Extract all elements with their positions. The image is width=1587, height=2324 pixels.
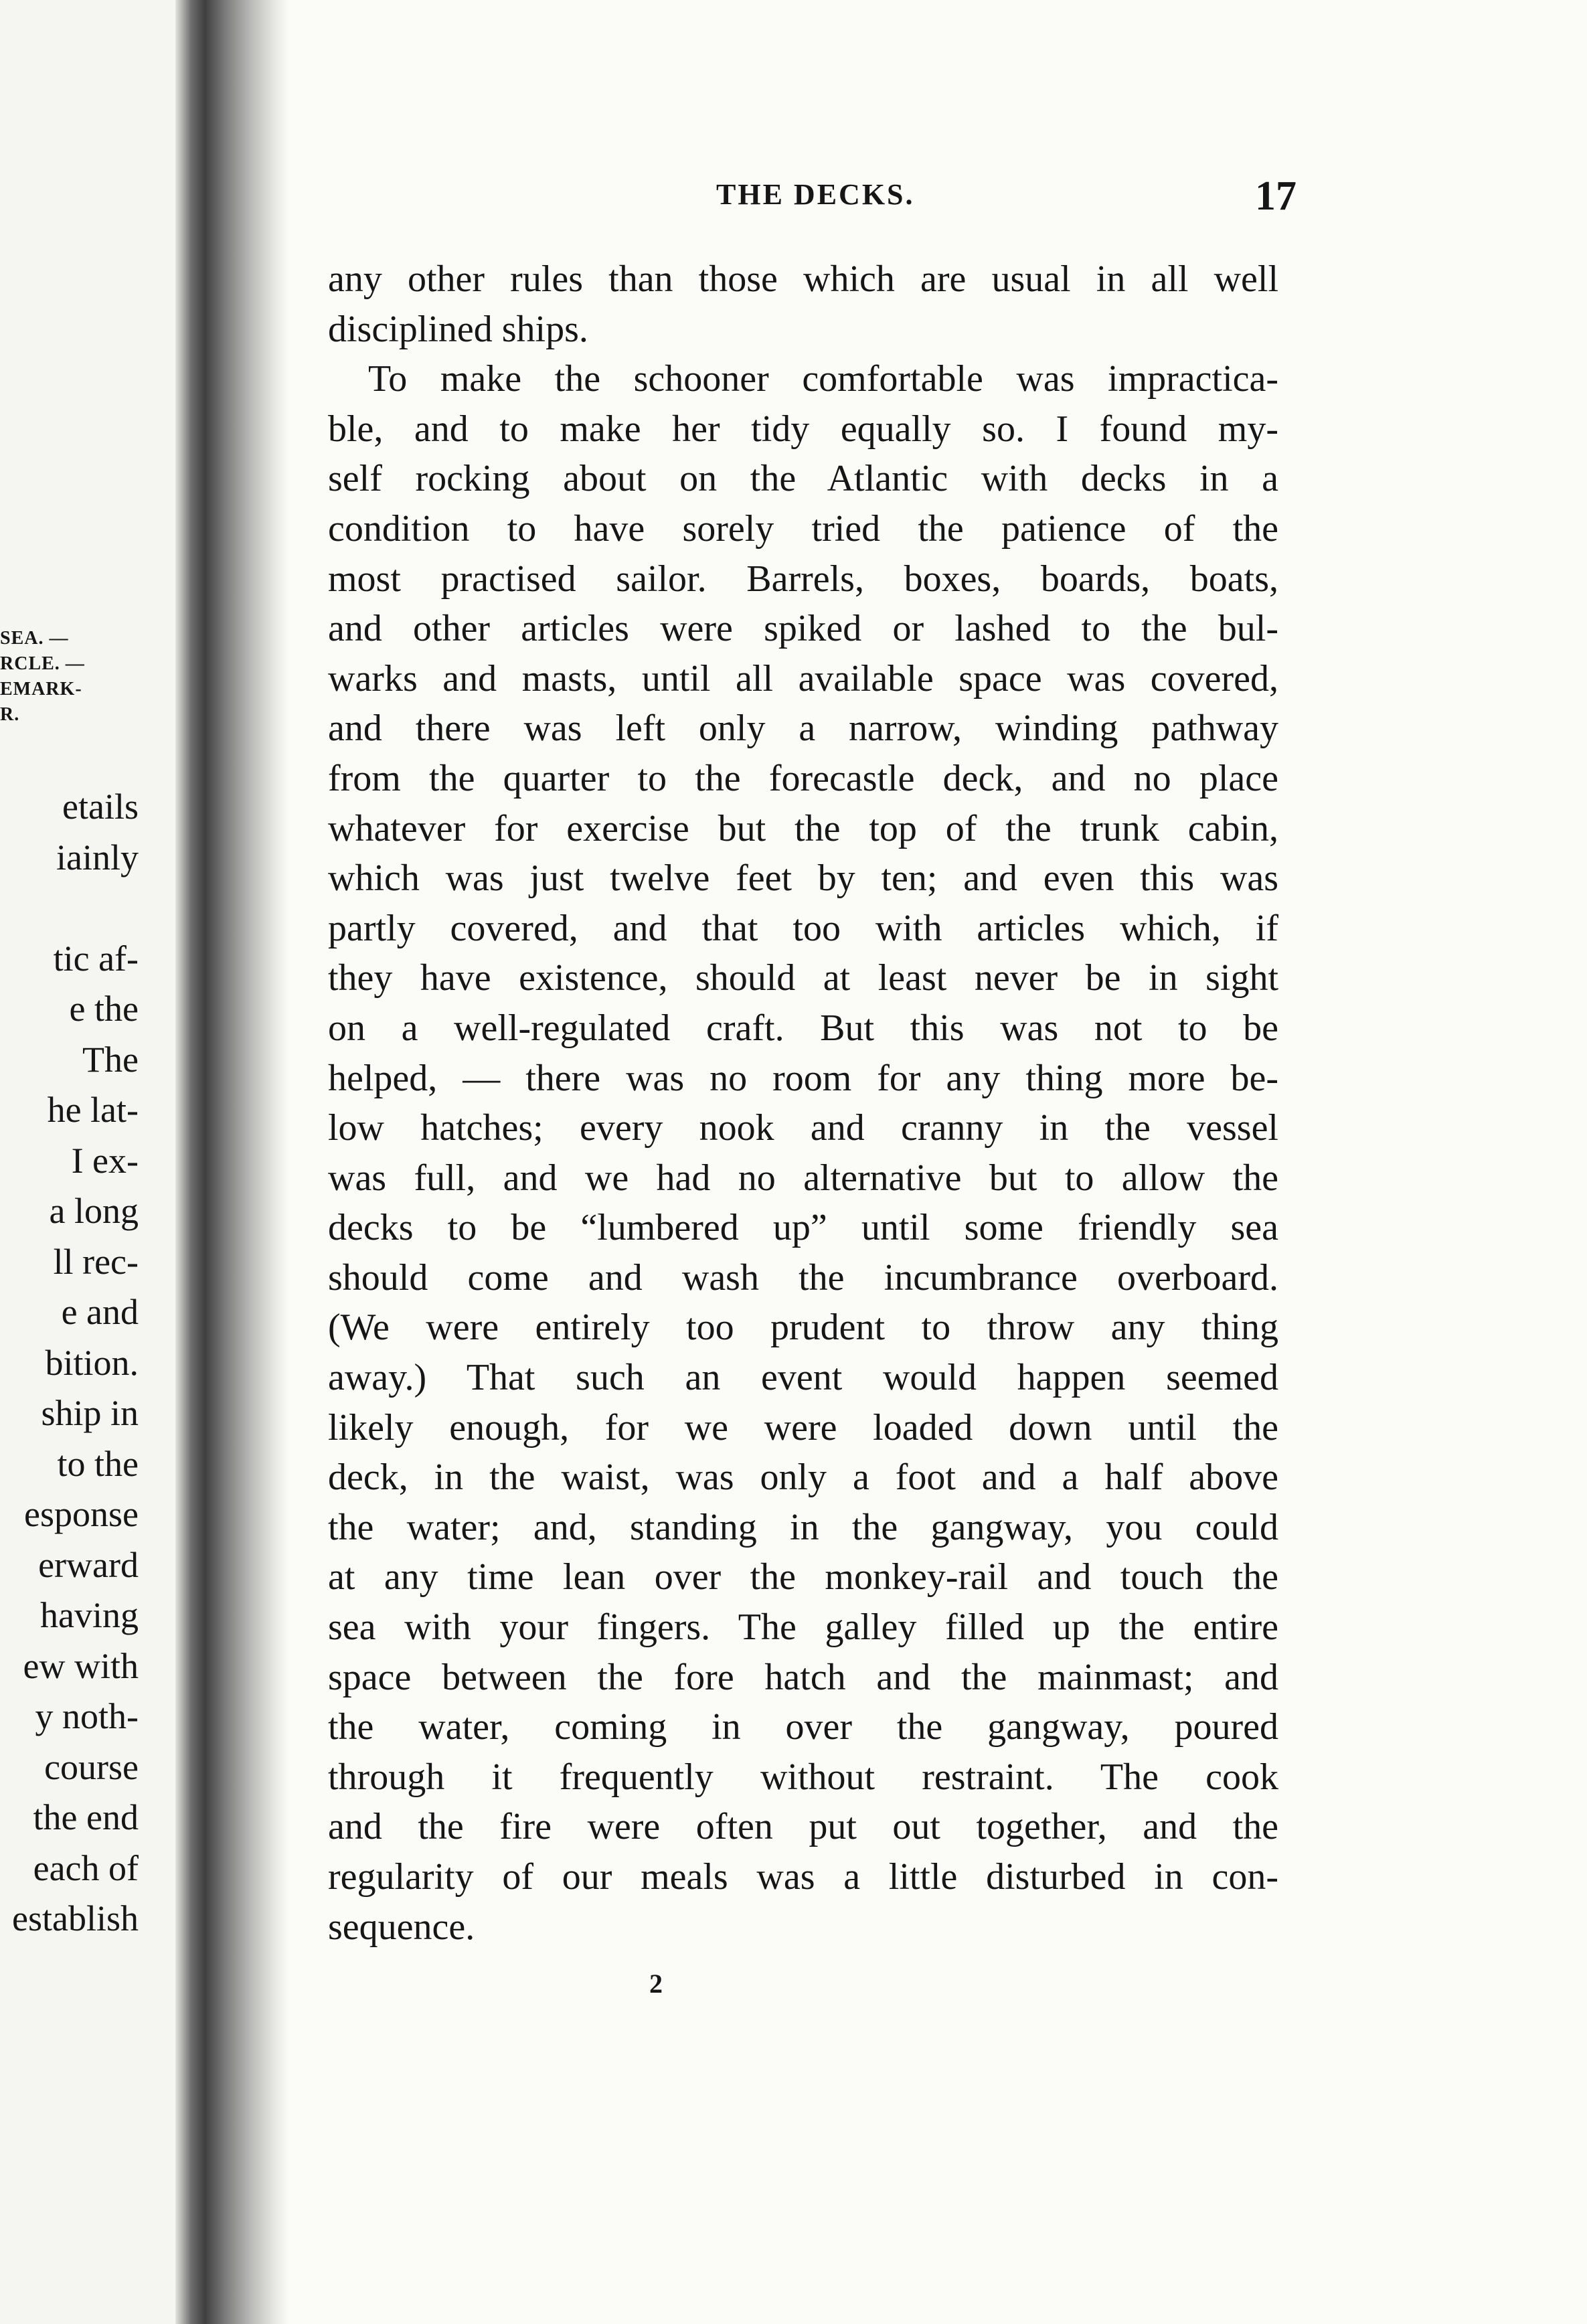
left-line: The [82, 1039, 139, 1080]
text-line: and other articles were spiked or lashed to the bul- [328, 608, 1278, 650]
text-line: space between the fore hatch and the mainmast; and [328, 1656, 1278, 1698]
left-page-text [0, 782, 175, 1944]
left-line: a long [49, 1191, 139, 1231]
left-line: etails [62, 786, 139, 827]
left-line: erward [38, 1544, 139, 1585]
left-line: ew with [23, 1645, 139, 1686]
text-line: disciplined ships. [328, 308, 588, 350]
text-line: on a well-regulated craft. But this was not to be [328, 1007, 1278, 1049]
text-line: sequence. [328, 1906, 475, 1948]
text-line: should come and wash the incumbrance overboard. [328, 1256, 1278, 1299]
text-line: likely enough, for we were loaded down until the [328, 1406, 1278, 1448]
side-note-line: RCLE. — [0, 653, 85, 674]
left-side-notes [0, 626, 85, 728]
text-line: warks and masts, until all available space was covered, [328, 657, 1278, 699]
signature-mark: 2 [649, 1969, 663, 1999]
text-line: the water, coming in over the gangway, poured [328, 1706, 1278, 1748]
text-line: ble, and to make her tidy equally so. I found my- [328, 408, 1278, 450]
left-line: I ex- [71, 1140, 139, 1181]
left-line: iainly [56, 837, 139, 878]
text-line: regularity of our meals was a little disturbed in con- [328, 1856, 1278, 1898]
text-line: whatever for exercise but the top of the trunk cabin, [328, 807, 1278, 849]
text-line: through it frequently without restraint. The cook [328, 1756, 1278, 1798]
text-line: most practised sailor. Barrels, boxes, boards, boats, [328, 558, 1278, 600]
text-line: low hatches; every nook and cranny in the vessel [328, 1107, 1278, 1149]
right-page [288, 0, 1587, 2324]
left-line: to the [57, 1443, 139, 1484]
text-line: helped, — there was no room for any thing more be- [328, 1057, 1278, 1099]
running-head: THE DECKS. [716, 178, 915, 211]
side-note-line: R. [0, 704, 20, 725]
left-line: each of [33, 1847, 139, 1888]
text-line: was full, and we had no alternative but to allow the [328, 1157, 1278, 1199]
left-line: y noth- [35, 1696, 139, 1736]
text-line: away.) That such an event would happen seemed [328, 1357, 1278, 1399]
left-line: having [40, 1595, 139, 1635]
text-line: they have existence, should at least never be in sight [328, 957, 1278, 999]
left-line: the end [33, 1797, 139, 1837]
text-line: deck, in the waist, was only a foot and a half above [328, 1457, 1278, 1499]
text-line: partly covered, and that too with articles which, if [328, 907, 1278, 949]
left-line: ll rec- [53, 1241, 139, 1282]
left-page-fragment [0, 0, 181, 2324]
text-line: (We were entirely too prudent to throw any thing [328, 1307, 1278, 1349]
left-line: esponse [24, 1494, 139, 1534]
text-line: which was just twelve feet by ten; and even this was [328, 857, 1278, 900]
text-line: the water; and, standing in the gangway, you could [328, 1506, 1278, 1548]
text-line: at any time lean over the monkey-rail and touch the [328, 1556, 1278, 1598]
text-line: and there was left only a narrow, winding pathway [328, 708, 1278, 750]
left-line: e and [61, 1292, 139, 1332]
left-line: tic af- [53, 938, 139, 979]
text-line: To make the schooner comfortable was impractica- [368, 358, 1278, 400]
left-line: e the [69, 989, 139, 1029]
side-note-line: SEA. — [0, 628, 69, 649]
text-line: sea with your fingers. The galley filled up the entire [328, 1606, 1278, 1649]
left-line: ship in [41, 1393, 139, 1433]
text-line: self rocking about on the Atlantic with decks in a [328, 458, 1278, 500]
left-line: he lat- [47, 1090, 139, 1130]
text-line: and the fire were often put out together, and the [328, 1806, 1278, 1848]
page-number: 17 [1255, 173, 1297, 219]
left-line [0, 883, 175, 934]
left-line: course [44, 1746, 139, 1787]
text-line: any other rules than those which are usual in all well [328, 258, 1278, 300]
left-line: bition. [45, 1342, 139, 1383]
body-text [328, 254, 1278, 1952]
text-line: decks to be “lumbered up” until some friendly sea [328, 1207, 1278, 1249]
book-gutter-shadow [175, 0, 289, 2324]
text-line: condition to have sorely tried the patience of the [328, 507, 1278, 550]
left-line: establish [12, 1898, 139, 1938]
side-note-line: EMARK- [0, 679, 82, 699]
text-line: from the quarter to the forecastle deck, and no place [328, 757, 1278, 799]
